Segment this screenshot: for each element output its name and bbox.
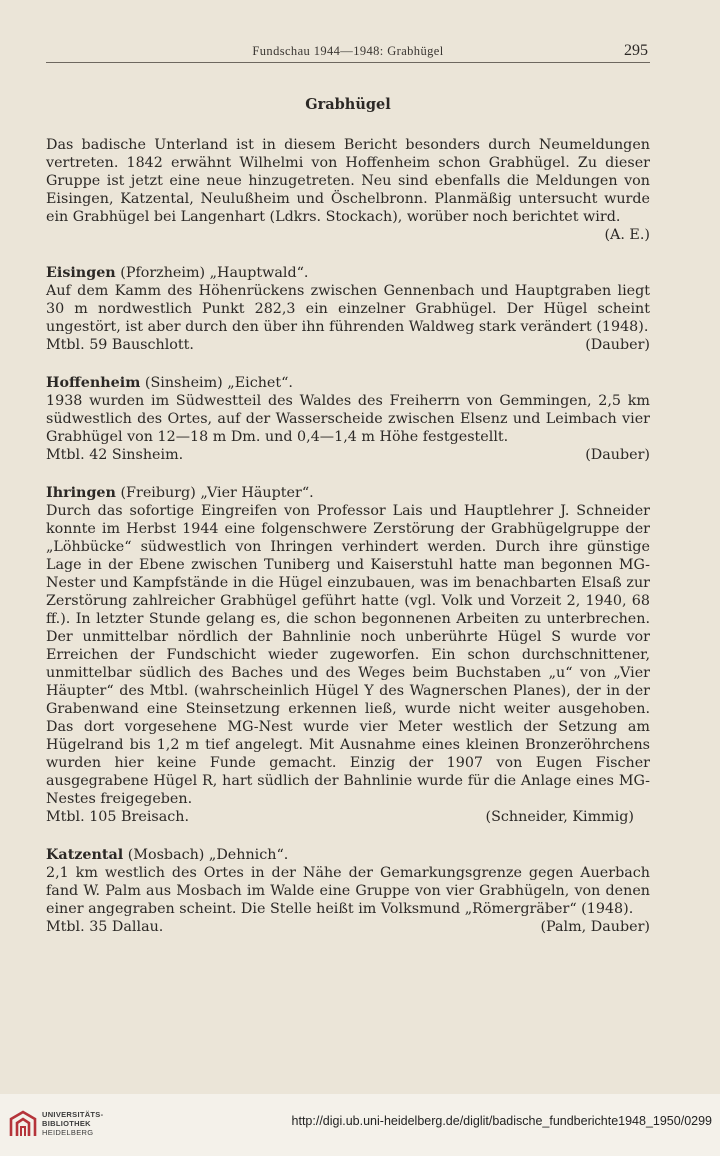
- entry-ref-line: [46, 336, 650, 354]
- intro-text: Das badische Unterland ist in diesem Bericht besonders durch Neumeldungen vertreten. 1842 erwähnt Wilhelmi von Hoffenheim schon Grabhügel. Zu dieser Gruppe ist jetzt eine neue hinzugetreten. Neu sind ebenfalls die Meldungen von Eisingen, Katzental, Neulußheim und Öschelbronn. Planmäßig untersucht wurde ein Grabhügel bei Langenhart (Ldkrs. Stockach), worüber noch berichtet wird.: [46, 137, 650, 225]
- header-rule: [46, 62, 650, 63]
- district-name: (Pforzheim) „Hauptwald“.: [120, 265, 309, 281]
- article-body: [46, 96, 650, 936]
- university-library-logo-icon: [8, 1109, 38, 1139]
- library-name-line: UNIVERSITÄTS-: [42, 1110, 104, 1119]
- entry-text: Auf dem Kamm des Höhenrückens zwischen Gennenbach und Hauptgraben liegt 30 m nordwestlich Punkt 282,3 ein einzelner Grabhügel. Der Hügel scheint ungestört, ist aber durch den über ihn führenden Waldweg stark verändert (1948).: [46, 283, 650, 335]
- district-name: (Sinsheim) „Eichet“.: [144, 375, 293, 391]
- library-name-line: BIBLIOTHEK: [42, 1119, 91, 1128]
- entry-author: (Dauber): [585, 337, 650, 353]
- page-number: 295: [624, 42, 648, 59]
- running-title: Fundschau 1944—1948: Grabhügel: [252, 44, 444, 58]
- entry-author: (Palm, Dauber): [540, 919, 650, 935]
- library-name: [42, 1110, 103, 1137]
- intro-author: (A. E.): [604, 227, 650, 243]
- entry-heading: [46, 484, 650, 502]
- section-title: Grabhügel: [305, 96, 391, 113]
- entry-ihringen: [46, 484, 650, 826]
- entry-katzental: [46, 846, 650, 936]
- place-name: Hoffenheim: [46, 375, 141, 391]
- district-name: (Mosbach) „Dehnich“.: [127, 847, 289, 863]
- map-reference: Mtbl. 35 Dallau.: [46, 919, 164, 935]
- place-name: Eisingen: [46, 265, 116, 281]
- entry-text: Durch das sofortige Eingreifen von Professor Lais und Hauptlehrer J. Schneider konnte im Herbst 1944 eine folgenschwere Zerstörung der Grabhügelgruppe der „Löhbücke“ südwestlich von Ihringen verhindert werden. Durch ihre günstige Lage in der Ebene zwischen Tuniberg und Kaiserstuhl hatte man begonnen MG-Nester und Kampfstände in die Hügel einzubauen, was im benachbarten Elsaß zur Zerstörung zahlreicher Grabhügel geführt hatte (vgl. Volk und Vorzeit 2, 1940, 68 ff.). In letzter Stunde gelang es, die schon begonnenen Arbeiten zu unterbrechen. Der unmittelbar nördlich der Bahnlinie noch unberührte Hügel S wurde vor Erreichen der Fundschicht wieder zugeworfen. Ein schon durchschnittener, unmittelbar südlich des Baches und des Weges beim Buchstaben „u“ von „Vier Häupter“ des Mtbl. (wahrscheinlich Hügel Y des Wagnerschen Planes), der in der Grabenwand eine Steinsetzung erkennen ließ, wurde nicht weiter ausgehoben. Das dort vorgesehene MG-Nest wurde vier Meter westlich der Setzung am Hügelrand bis 1,2 m tief angelegt. Mit Ausnahme eines kleinen Bronzeröhrchens wurden hier keine Funde gemacht. Einzig der 1907 von Eugen Fischer ausgegrabene Hügel R, hart südlich der Bahnlinie wurde für die Anlage eines MG-Nestes freigegeben.: [46, 503, 650, 807]
- entry-heading: [46, 374, 650, 392]
- entry-heading: [46, 264, 650, 282]
- place-name: Katzental: [46, 847, 124, 863]
- entry-author: (Schneider, Kimmig): [485, 809, 634, 825]
- entry-text: 1938 wurden im Südwestteil des Waldes des Freiherrn von Gemmingen, 2,5 km südwestlich des Ortes, auf der Wasserscheide zwischen Elsenz und Leimbach vier Grabhügel von 12—18 m Dm. und 0,4—1,4 m Höhe festgestellt.: [46, 393, 650, 445]
- map-reference: Mtbl. 42 Sinsheim.: [46, 447, 184, 463]
- place-name: Ihringen: [46, 485, 116, 501]
- library-name-line: HEIDELBERG: [42, 1128, 94, 1137]
- entry-heading: [46, 846, 650, 864]
- entry-ref-line: [46, 808, 634, 826]
- entry-eisingen: [46, 264, 650, 354]
- map-reference: Mtbl. 59 Bauschlott.: [46, 337, 194, 353]
- permalink-url[interactable]: http://digi.ub.uni-heidelberg.de/diglit/badische_fundberichte1948_1950/0299: [291, 1114, 712, 1128]
- entry-ref-line: [46, 918, 650, 936]
- entry-hoffenheim: [46, 374, 650, 464]
- map-reference: Mtbl. 105 Breisach.: [46, 809, 190, 825]
- viewer-footer: [0, 1094, 720, 1156]
- district-name: (Freiburg) „Vier Häupter“.: [120, 485, 314, 501]
- entry-ref-line: [46, 446, 650, 464]
- entry-text: 2,1 km westlich des Ortes in der Nähe der Gemarkungsgrenze gegen Auerbach fand W. Palm aus Mosbach im Walde eine Gruppe von vier Grabhügeln, von denen einer angegraben scheint. Die Stelle heißt im Volksmund „Römergräber“ (1948).: [46, 865, 650, 917]
- entry-author: (Dauber): [585, 447, 650, 463]
- intro-paragraph: [46, 136, 650, 244]
- intro-ref-line: [46, 226, 650, 244]
